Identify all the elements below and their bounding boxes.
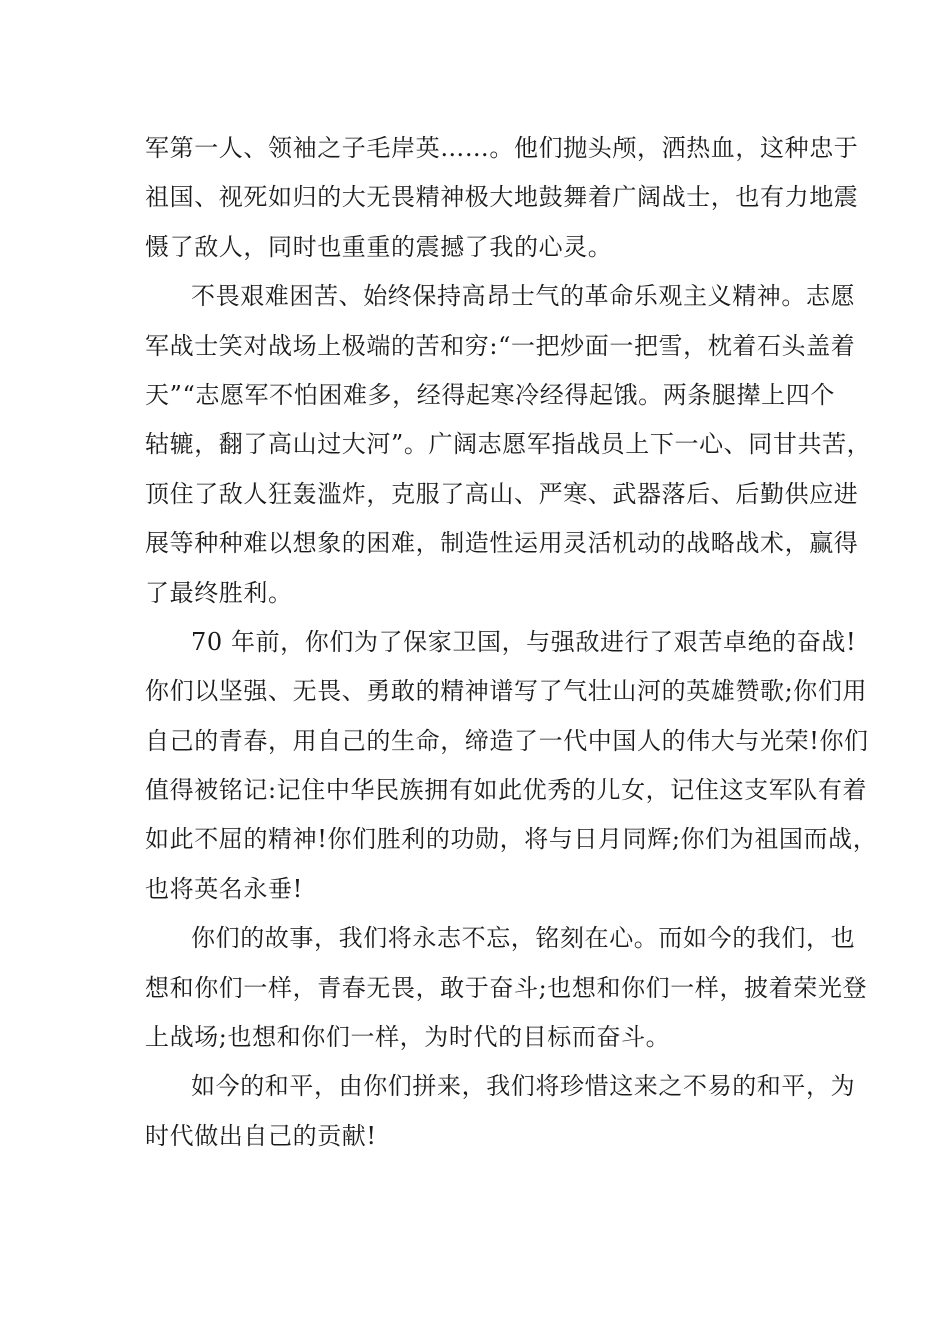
text-line: 展等种种难以想象的困难，制造性运用灵活机动的战略战术，赢得 <box>145 529 859 558</box>
text-line: 你们以坚强、无畏、勇敢的精神谱写了气壮山河的英雄赞歌;你们用 <box>145 677 868 706</box>
text-line: 70 年前，你们为了保家卫国，与强敌进行了艰苦卓绝的奋战! <box>191 627 857 656</box>
text-line: 了最终胜利。 <box>145 578 293 607</box>
document-body <box>145 124 878 1161</box>
text-line: 祖国、视死如归的大无畏精神极大地鼓舞着广阔战士，也有力地震 <box>145 183 859 212</box>
text-line: 如此不屈的精神!你们胜利的功勋，将与日月同辉;你们为祖国而战， <box>145 825 878 854</box>
text-line: 顶住了敌人狂轰滥炸，克服了高山、严寒、武器落后、后勤供应进 <box>145 479 859 508</box>
text-line: 自己的青春，用自己的生命，缔造了一代中国人的伟大与光荣!你们 <box>145 726 869 755</box>
text-line: 轱辘，翻了高山过大河”。广阔志愿军指战员上下一心、同甘共苦， <box>145 430 872 459</box>
text-line: 你们的故事，我们将永志不忘，铭刻在心。而如今的我们，也 <box>191 924 856 953</box>
text-line: 也将英名永垂! <box>145 874 303 903</box>
text-line: 上战场;也想和你们一样，为时代的目标而奋斗。 <box>145 1023 671 1052</box>
text-line: 军第一人、领袖之子毛岸英……。他们抛头颅，洒热血，这种忠于 <box>145 134 859 162</box>
text-line: 不畏艰难困苦、始终保持高昂士气的革命乐观主义精神。志愿 <box>191 282 856 311</box>
text-line: 时代做出自己的贡献! <box>145 1121 377 1150</box>
text-line: 想和你们一样，青春无畏，敢于奋斗;也想和你们一样，披着荣光登 <box>145 973 868 1002</box>
text-line: 值得被铭记:记住中华民族拥有如此优秀的儿女，记住这支军队有着 <box>145 776 868 805</box>
text-line: 慑了敌人，同时也重重的震撼了我的心灵。 <box>145 232 613 261</box>
text-line: 如今的和平，由你们拼来，我们将珍惜这来之不易的和平，为 <box>191 1072 856 1101</box>
text-line: 天”“志愿军不怕困难多，经得起寒冷经得起饿。两条腿撵上四个 <box>145 380 835 409</box>
text-line: 军战士笑对战场上极端的苦和穷:“一把炒面一把雪，枕着石头盖着 <box>145 331 856 360</box>
